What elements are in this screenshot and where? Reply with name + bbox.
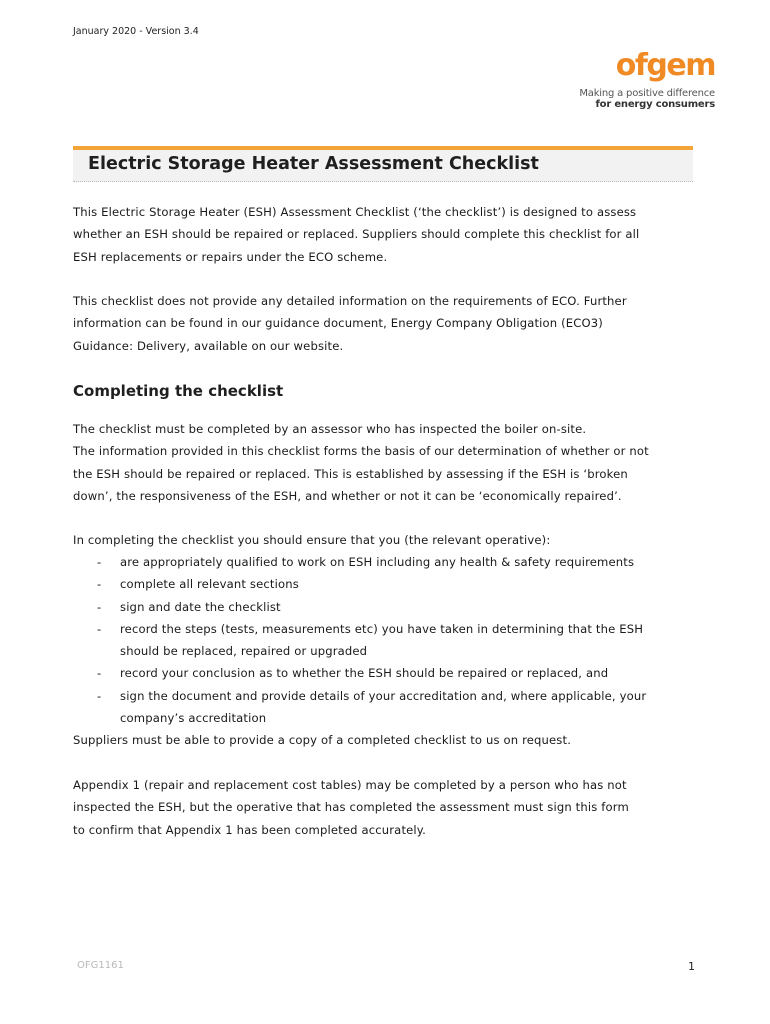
text-line: whether an ESH should be repaired or replaced. Suppliers should complete this checklist for all <box>73 227 640 242</box>
text-line: inspected the ESH, but the operative that has completed the assessment must sign this form <box>73 800 629 815</box>
text-line: This Electric Storage Heater (ESH) Assessment Checklist (‘the checklist’) is designed to assess <box>73 205 637 219</box>
text-line: information can be found in our guidance document, Energy Company Obligation (ECO3) <box>73 316 603 331</box>
list-item-text: sign and date the checklist <box>120 599 281 614</box>
document-code: OFG1161 <box>77 960 124 971</box>
logo-wordmark: ofgem <box>615 48 715 83</box>
dash-bullet: - <box>97 599 102 614</box>
section-heading: Completing the checklist <box>73 382 284 400</box>
dash-bullet: - <box>97 688 102 703</box>
title-banner <box>73 146 693 182</box>
text-line: to confirm that Appendix 1 has been completed accurately. <box>73 822 426 837</box>
intro-paragraph-1 <box>73 201 695 268</box>
section-paragraph-4 <box>73 774 695 841</box>
list-item-text: company’s accreditation <box>120 711 267 726</box>
list-item <box>73 662 703 684</box>
list-item-text: record the steps (tests, measurements etc) you have taken in determining that the ESH <box>120 621 644 636</box>
dash-bullet: - <box>97 621 102 636</box>
page-title: Electric Storage Heater Assessment Checklist <box>88 154 539 174</box>
text-line: the ESH should be repaired or replaced. This is established by assessing if the ESH is ‘broken <box>73 466 628 481</box>
ofgem-logo <box>575 50 715 110</box>
document-version: January 2020 - Version 3.4 <box>73 26 199 37</box>
dash-bullet: - <box>97 555 102 569</box>
list-item-text: complete all relevant sections <box>120 577 299 592</box>
intro-paragraph-2 <box>73 290 695 357</box>
list-item <box>73 596 703 618</box>
logo-tagline-line1: Making a positive difference <box>579 88 715 99</box>
text-line: down’, the responsiveness of the ESH, and whether or not it can be ‘economically repaired’. <box>73 488 622 503</box>
list-item <box>73 685 703 730</box>
requirements-list <box>73 551 703 729</box>
page-number: 1 <box>688 960 695 973</box>
list-item <box>73 573 703 595</box>
section-paragraph-3: Suppliers must be able to provide a copy of a completed checklist to us on request. <box>73 733 572 747</box>
text-line: The information provided in this checklist forms the basis of our determination of whether or not <box>73 444 649 459</box>
text-line: The checklist must be completed by an assessor who has inspected the boiler on-site. <box>73 422 587 436</box>
list-item-text: are appropriately qualified to work on ESH including any health & safety requirements <box>120 555 635 569</box>
text-line: Guidance: Delivery, available on our website. <box>73 338 344 353</box>
section-paragraph-1 <box>73 418 695 507</box>
list-item-text: record your conclusion as to whether the ESH should be repaired or replaced, and <box>120 666 609 681</box>
text-line: ESH replacements or repairs under the ECO scheme. <box>73 249 388 264</box>
text-line: Appendix 1 (repair and replacement cost tables) may be completed by a person who has not <box>73 778 627 792</box>
logo-tagline-line2: for energy consumers <box>595 99 715 110</box>
text-line: This checklist does not provide any detailed information on the requirements of ECO. Further <box>73 294 627 308</box>
section-paragraph-2: In completing the checklist you should ensure that you (the relevant operative): <box>73 533 551 547</box>
dash-bullet: - <box>97 577 102 592</box>
list-item-text: sign the document and provide details of your accreditation and, where applicable, your <box>120 688 647 703</box>
list-item-text: should be replaced, repaired or upgraded <box>120 644 368 659</box>
list-item <box>73 551 703 573</box>
dash-bullet: - <box>97 666 102 681</box>
list-item <box>73 618 703 663</box>
